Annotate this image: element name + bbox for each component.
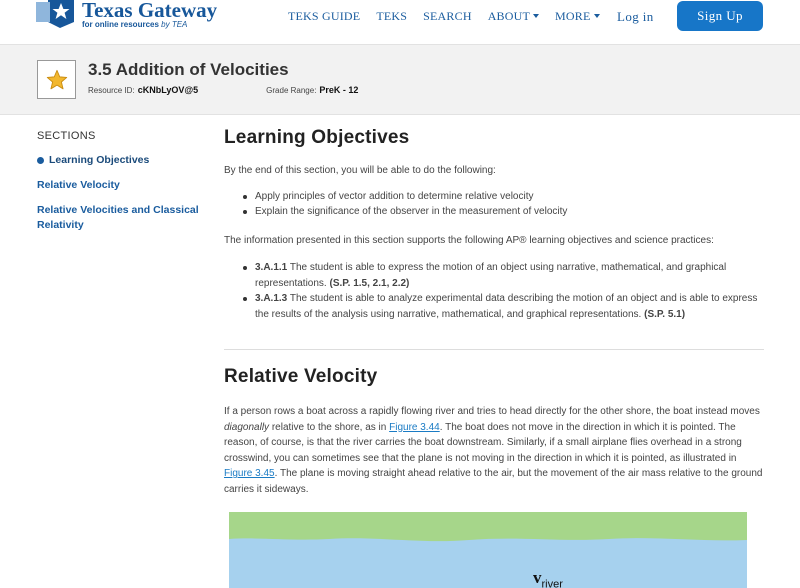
main-content bbox=[224, 125, 764, 497]
favorite-star-icon[interactable] bbox=[37, 60, 76, 99]
relative-velocity-heading: Relative Velocity bbox=[224, 366, 378, 387]
texas-gateway-logo[interactable] bbox=[36, 0, 217, 34]
figure-3-45-link[interactable]: Figure 3.45 bbox=[224, 468, 275, 479]
nav-search[interactable]: SEARCH bbox=[423, 9, 472, 23]
sidebar-item-classical-relativity[interactable]: Relative Velocities and Classical Relativity bbox=[37, 204, 199, 231]
logo-subtitle: for online resources by TEA bbox=[82, 20, 188, 29]
ap-intro: The information presented in this section supports the following AP® learning objectives and science practices: bbox=[224, 234, 714, 246]
lo-list bbox=[255, 189, 764, 220]
section-divider bbox=[224, 349, 764, 350]
chevron-down-icon bbox=[594, 14, 600, 18]
lo-intro: By the end of this section, you will be able to do the following: bbox=[224, 165, 496, 176]
nav-about[interactable]: ABOUT bbox=[488, 9, 539, 23]
nav-teks-guide[interactable]: TEKS GUIDE bbox=[288, 9, 361, 23]
sections-sidebar bbox=[37, 130, 207, 243]
nav-teks[interactable]: TEKS bbox=[376, 9, 408, 23]
sidebar-item-learning-objectives[interactable]: Learning Objectives bbox=[37, 153, 207, 168]
resource-id: Resource ID: cKNbLyOV@5 bbox=[88, 85, 199, 95]
learning-objectives-heading: Learning Objectives bbox=[224, 127, 410, 148]
relative-velocity-paragraph: If a person rows a boat across a rapidly flowing river and tries to head directly for the other shore, the boat instead moves diagonally relative to the shore, as in Figure 3.44. The boat does not move in the direction in which it is pointed. The reason, of course, is that the river carries the boat downstream. Similarly, if a small airplane flies overhead in a strong crosswind, you can sometimes see that the plane is not moving in the direction in which it is pointed, as illustrated in Figure 3.45. The plane is moving straight ahead relative to the air, but the movement of the air mass relative to the ground carries it sideways. bbox=[224, 406, 763, 495]
top-navigation bbox=[0, 0, 800, 44]
logo-star-icon bbox=[36, 0, 76, 30]
v-river-label: $v_{river}$ bbox=[533, 568, 563, 588]
figure-3-44-link[interactable]: Figure 3.44 bbox=[389, 421, 440, 433]
login-link[interactable]: Log in bbox=[617, 9, 654, 24]
nav-more[interactable]: MORE bbox=[555, 9, 599, 23]
sidebar-heading: SECTIONS bbox=[37, 130, 96, 142]
signup-button[interactable]: Sign Up bbox=[677, 1, 763, 31]
active-dot-icon bbox=[37, 157, 44, 164]
chevron-down-icon bbox=[533, 14, 539, 18]
resource-meta bbox=[88, 85, 358, 95]
sidebar-item-relative-velocity[interactable]: Relative Velocity bbox=[37, 179, 120, 191]
list-item: Explain the significance of the observer in the measurement of velocity bbox=[255, 204, 764, 220]
list-item: 3.A.1.1 The student is able to express the motion of an object using narrative, mathematical, and graphical representations. (S.P. 1.5, 2.1, 2.2) bbox=[255, 260, 764, 291]
river-figure bbox=[229, 512, 747, 588]
ap-list bbox=[255, 260, 764, 322]
list-item: 3.A.1.3 The student is able to analyze experimental data describing the motion of an object and is able to express the results of the analysis using narrative, mathematical, and graphical representations. (S.P. 5.1) bbox=[255, 291, 764, 322]
main-nav bbox=[288, 9, 616, 23]
page-title: 3.5 Addition of Velocities bbox=[88, 60, 289, 79]
list-item: Apply principles of vector addition to determine relative velocity bbox=[255, 189, 764, 205]
logo-title: Texas Gateway bbox=[82, 0, 218, 22]
grade-range: Grade Range: PreK - 12 bbox=[266, 85, 359, 95]
resource-header bbox=[0, 44, 800, 115]
